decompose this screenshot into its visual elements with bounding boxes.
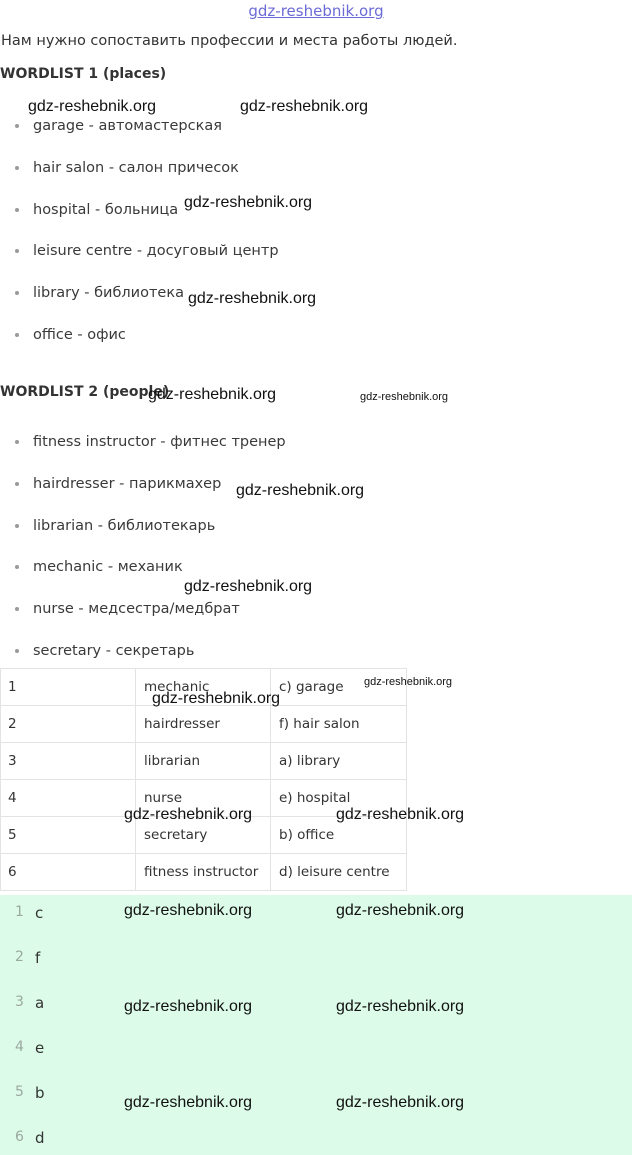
bullet-icon [15,524,19,528]
answer-letter: f [35,949,41,967]
list-item-text: office - офис [33,326,126,343]
wordlist2-title: WORDLIST 2 (people) [0,384,170,400]
list-item-text: hairdresser - парикмахер [33,475,222,492]
answer-letter: d [35,1129,45,1147]
table-cell-person: secretary [136,817,271,854]
table-row [1,854,407,891]
answer-number: 1 [15,904,24,920]
watermark: gdz-reshebnik.org [28,98,157,115]
list-item [0,325,279,367]
watermark: gdz-reshebnik.org [124,998,253,1015]
list-item-text: library - библиотека [33,285,184,302]
watermark: gdz-reshebnik.org [336,902,465,919]
list-item-text: hospital - больница [33,201,179,218]
watermark: gdz-reshebnik.org [124,806,253,823]
table-cell-person: hairdresser [136,706,271,743]
list-item-text: garage - автомастерская [33,118,222,134]
intro-text: Нам нужно сопоставить профессии и места работы людей. [1,33,458,49]
table-cell-place: e) hospital [271,780,407,817]
answer-number: 4 [15,1039,24,1055]
watermark: gdz-reshebnik.org [336,1094,465,1111]
list-item [0,516,286,558]
answer-letter: a [35,994,45,1012]
watermark: gdz-reshebnik.org [236,482,365,499]
answer-number: 2 [15,949,24,965]
answer-letter: c [35,904,44,922]
table-cell-person: mechanic [136,669,271,706]
bullet-icon [15,124,19,128]
list-item-text: nurse - медсестра/медбрат [33,601,240,618]
table-cell-place: f) hair salon [271,706,407,743]
table-cell-place: b) office [271,817,407,854]
answer-letter: e [35,1039,45,1057]
bullet-icon [15,649,19,653]
watermark: gdz-reshebnik.org [148,386,277,403]
table-cell-number: 1 [1,669,136,706]
site-header-link[interactable]: gdz-reshebnik.org [248,2,384,20]
watermark: gdz-reshebnik.org [360,391,449,403]
list-item-text: leisure centre - досуговый центр [33,243,279,260]
answer-number: 3 [15,994,24,1010]
table-cell-place: c) garage [271,669,407,706]
bullet-icon [15,166,19,170]
watermark: gdz-reshebnik.org [124,902,253,919]
watermark: gdz-reshebnik.org [188,290,317,307]
watermark: gdz-reshebnik.org [124,1094,253,1111]
watermark: gdz-reshebnik.org [336,806,465,823]
table-row [1,743,407,780]
bullet-icon [15,482,19,486]
wordlist1-list [0,116,279,367]
bullet-icon [15,249,19,253]
table-cell-person: nurse [136,780,271,817]
watermark: gdz-reshebnik.org [152,690,281,707]
list-item [0,116,279,158]
wordlist1-title: WORDLIST 1 (places) [0,66,167,82]
table-cell-number: 6 [1,854,136,891]
list-item [0,599,286,641]
watermark: gdz-reshebnik.org [240,98,369,115]
table-cell-number: 2 [1,706,136,743]
table-cell-place: a) library [271,743,407,780]
bullet-icon [15,607,19,611]
list-item-text: secretary - секретарь [33,642,195,659]
list-item [0,241,279,283]
watermark: gdz-reshebnik.org [184,578,313,595]
bullet-icon [15,333,19,337]
bullet-icon [15,291,19,295]
bullet-icon [15,565,19,569]
list-item-text: hair salon - салон причесок [33,159,239,176]
answer-letter: b [35,1084,45,1102]
table-cell-number: 5 [1,817,136,854]
answer-block [0,895,632,1155]
list-item [0,432,286,474]
watermark: gdz-reshebnik.org [364,676,453,688]
list-item-text: mechanic - механик [33,559,183,576]
wordlist2-list [0,432,286,683]
table-row [1,706,407,743]
list-item-text: librarian - библиотекарь [33,517,216,534]
table-cell-person: fitness instructor [136,854,271,891]
bullet-icon [15,208,19,212]
table-cell-number: 4 [1,780,136,817]
list-item-text: fitness instructor - фитнес тренер [33,434,286,450]
answer-number: 5 [15,1084,24,1100]
watermark: gdz-reshebnik.org [184,194,313,211]
table-cell-number: 3 [1,743,136,780]
bullet-icon [15,440,19,444]
table-cell-place: d) leisure centre [271,854,407,891]
table-cell-person: librarian [136,743,271,780]
watermark: gdz-reshebnik.org [336,998,465,1015]
answer-number: 6 [15,1129,24,1145]
